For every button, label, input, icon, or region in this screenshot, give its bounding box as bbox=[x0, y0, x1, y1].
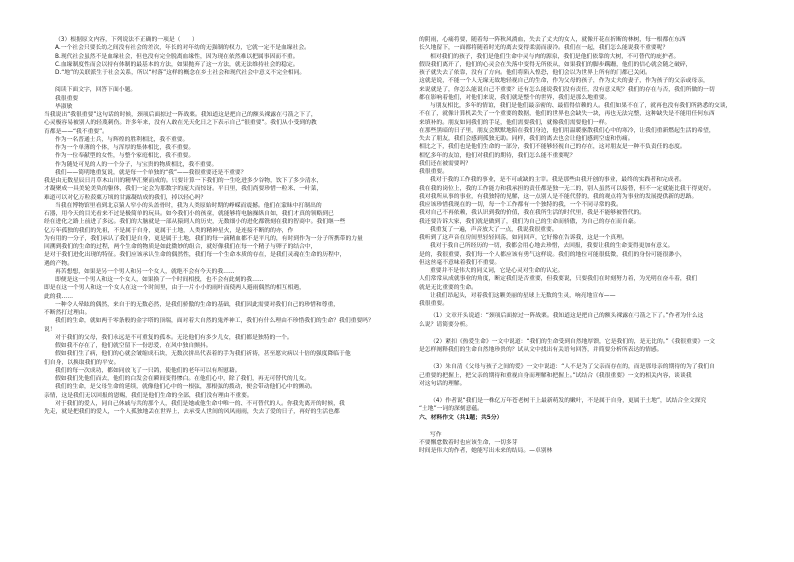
text-line: 再苦想想，如果是另一个男人和另一个女人，就绝不会有今天的我…… bbox=[55, 268, 235, 275]
text-line: 我们——简明地重复说，就是每一个单独的“我”——我很重要还是不重要？ bbox=[55, 169, 247, 176]
text-line: 当我说出“我很重要”这句话的时候，颈项后面掠过一阵战栗。我知道这是把自己的额头裸露在弓箭之下了， bbox=[44, 112, 317, 118]
text-line: 我们还在被需要吗？ bbox=[419, 160, 472, 167]
text-line: 回溯到我们的生命的过程，两个生命的物质是如此微妙的组合，就好像我们在每一个精子与卵子的结合中， bbox=[44, 244, 317, 250]
paragraph-spacer bbox=[419, 388, 775, 397]
paragraph-spacer bbox=[419, 329, 775, 338]
text-line: 说！ bbox=[44, 326, 56, 333]
text-line: 人们常常从成就事业的角度，断定我们是否重要，但我要说，只要我们在时刻努力着，为光明在奋斗着，我们 bbox=[419, 276, 698, 283]
text-line: 亲情，这是我们无以回报的恩赐，我们是他们生命的全部，我们没有理由不重要。 bbox=[44, 392, 253, 399]
text-line: 我应该珍惜我现在的一切，每一个工作都有一个独特的我，一个不同寻常的我。 bbox=[419, 202, 622, 208]
text-line: 育都是——“我不重要”。 bbox=[44, 128, 108, 135]
text-line: 作为随处可见的人的一个分子，与宝贵的物质相比，我不重要。 bbox=[55, 161, 218, 168]
text-line: 我是由无数星辰日月草木山川的精华汇聚而成的。只要计算一下我们的一生吃进多少谷物，饮下了多少清水， bbox=[44, 178, 323, 184]
text-line: 就是无比重要的生命。 bbox=[419, 284, 477, 291]
text-line: 我们的每一次成功，都如同放飞了一只鸽，使他们的老年可以有所慰藉。 bbox=[55, 367, 241, 374]
text-line: 在那些黑暗的日子里，朋友会默默地陪在我们身边，他们用温暖驱散我们心中的寒冷，让我们重新燃起生活的希望， bbox=[419, 127, 715, 134]
text-line: 是对于我们进化出现的特征。我们应该承认生命的偶然性，我们每一个生命本质的存在，是我们灵魂在生命的历程中， bbox=[44, 252, 346, 259]
text-line: 亿万年孤独的我们的先祖，不是属于自身，更属于土地，人类的精神星火，是连接不断的的亦，作 bbox=[44, 227, 294, 234]
text-line: 心灵极容易被别人的轻蔑刺伤。许多年来，没有人敢在光天化日之下表示自己“很重要”。我们从小受到的教 bbox=[44, 120, 317, 127]
text-line: 一种令人晕眩的偶然，来自于的无数必然，是我们骄傲的生命的基础，我们因此需要对我们自己的珍惜和尊重， bbox=[55, 301, 340, 308]
text-line: 即是在这一个男人和这一个女人在这一个时间里，由于一片小小的雨叶而使两人避雨偶然的相互相遇， bbox=[44, 285, 305, 292]
text-line: 相忆多年的友谊，他们对我们的期待，我们怎么能不重要呢？ bbox=[419, 152, 576, 159]
text-line: 让我们昂起头，对着我们这颗美丽的星球上无数的生灵，响亮地宣布—— bbox=[430, 292, 616, 299]
text-line: 们自身，以换取我们的平安。 bbox=[44, 359, 120, 366]
text-line: 我们的生命，就如两千零条般的金字塔的顶端，面对着大自然的鬼斧神工，我们有什么理由不珍惜我们的生命？我们重要吗？ bbox=[55, 318, 374, 325]
text-line: 我对我所从事的事业，有我独特的见解，这一点别人是不能代替的，我的观点将为事业的发展提供新的思路。 bbox=[419, 193, 698, 200]
paragraph-spacer bbox=[44, 77, 400, 86]
text-line: （1）文章开头说道：“颈项后面掠过一阵战栗。我知道这是把自己的额头裸露在弓箭之下了。”作者为什么这 bbox=[430, 313, 704, 320]
text-line: 作为一个单薄的个体，与浑厚的集体相比，我不重要。 bbox=[55, 145, 195, 151]
text-line: 石器，用今天的目光看来不过是极简单的玩具。如今我们小的孩童，就能够将电脑操纵自如，我们才真的领略到已 bbox=[44, 211, 334, 217]
text-line: 我听到了这声音在房间里轻轻回荡，如同回声，它好像在告诉我，这是一个真理。 bbox=[419, 235, 628, 241]
text-line: （2）紧扣《热爱生命》一文中说道：“我们的生命受到自然地厚馈，它是我们的，是无比的。”《我很重要》一文 bbox=[430, 338, 716, 345]
text-line: “土地”一词的深刻意蕴。 bbox=[419, 406, 483, 413]
text-line: 的阴雨，心痛将要，随着每一阵秋风淌血，失去了丈夫的女人，就像开花在折断的林树，每一根都在东西 bbox=[419, 37, 686, 43]
right-column bbox=[419, 36, 775, 456]
text-line: 孩子就失去了依靠，没有了方向。他们将陷入惶恐，他们会以为世界上所有的门都已关闭。 bbox=[419, 70, 651, 76]
text-line: 当我在博物馆里看到北京猿人窄小的头盖骨时，我为人类原始时期的峥嵘而震撼。他们在蒙昧中打制出的 bbox=[55, 202, 322, 209]
text-line: 己重要的把握上，把父亲的期待和重视自身而理解和把握上。”试结合《我很重要》一文的相关内容，谈谈我 bbox=[419, 372, 692, 379]
text-line: 先走，就是把我们的爱人，一个人孤独地丢在世界上，去承受人世间的风风雨雨，失去了爱的日子，再好的生活也都 bbox=[44, 409, 340, 415]
text-line: 我对自己不再依赖，我认识到我的价值，我在我所生活的时代里，我是不能够被替代的。 bbox=[419, 210, 646, 217]
text-line: 我们的生命，是父母生命的延续，就像他们心中的一根弦，那根弦的拨动，便会带动他们心中的颤动。 bbox=[55, 384, 316, 391]
text-line: 我在我的岗位上，我的工作能力和我承担的责任都是独一无二的，别人虽然可以接替，但不一定就能比我干得更好。 bbox=[419, 185, 715, 192]
text-line: （3）朱自清《父母与孩子之间的爱》一文中说道：“人不是为了父亲而存在的，而是那母亲的期待的为了我们自 bbox=[430, 364, 715, 371]
text-line: C.血缘制度性而会以持有体制的最基本的方法，如果抛弃了这一方法，就无法维持社会的稳定。 bbox=[55, 61, 299, 68]
text-line: 是怎样阐释我们的生命自然地珍贵的？试从文中找出有关语句回答，并简要分析所表达的情感。 bbox=[419, 347, 663, 353]
text-line: B.现代社会虽然不是血缘社会，但也没有完全脱离血缘性，因为现在依然难以把属事因而不重。 bbox=[55, 53, 299, 60]
text-line: 相对我们的孩子，我们是他们生命中灵与肉的源泉，我们是他们依靠的大树，不可替代的庇护者。 bbox=[430, 53, 680, 60]
text-line: 遇的产物。 bbox=[44, 260, 73, 267]
text-line: 此的我…… bbox=[44, 293, 73, 300]
text-line: 作为一名普通士兵，与辉煌的胜利相比，我不重要。 bbox=[55, 136, 189, 143]
text-line: 假如我们先他们而去，他们的白发会在瞬间变得惨白。在他们心中，除了我们，再无可替代的儿女。 bbox=[55, 376, 311, 382]
text-line: 重要并不是伟大的同义词，它是心灵对生命的认定。 bbox=[430, 268, 564, 274]
text-line: 时间是伟大的作者，她能写出未来的结局。—卓别林 bbox=[419, 448, 553, 455]
text-line: 写作 bbox=[430, 431, 442, 438]
text-line: 与朋友相比，多年的情谊，我们是他们最亲密的、最值得信赖的人。我们如果不在了，就再也没有我们所熟悉的交谈， bbox=[430, 103, 732, 109]
text-line: 相比之下，我们也是他们生命的一部分，我们不能够轻视自己的存在，这对朋友是一种不负责任的态度。 bbox=[419, 144, 686, 151]
text-line: 才凝聚成一具美轮美奂的躯体，我们一定会为那数字的庞大而惊讶。平日里，我们尚要珍惜一粒米、一叶菜， bbox=[44, 186, 323, 193]
text-line: 我很重要 bbox=[55, 95, 79, 102]
text-line: 难道可以对亿万粒菽粟万顷的甘露凝结成的我们，掉以轻心吗？ bbox=[44, 194, 207, 201]
text-line: 经在进化之路上前进了多远。我们的大脑就是一部从猿到人的历史，无数细小的进化都镌刻在我的智商中。我们继一些 bbox=[44, 219, 346, 226]
text-line: 我很重要。 bbox=[419, 301, 448, 307]
text-line: 即便是这一个男人和这一个女人，如果换了一个时间相授，也不会有此刻的我…… bbox=[55, 277, 264, 283]
text-line: 假如我们生了病，他们的心就会皱缩成石块，无数次拼出代表着的手为我们祈祷，甚至愿灾病以十倍的强度降临于他 bbox=[55, 351, 351, 358]
text-line: 这就是说，不能一个人无缘无故地轻视自己的生命，作为父母的孩子，作为丈夫的妻子，作为孩子的父亲或母亲， bbox=[419, 78, 709, 85]
text-line: （3）根据原文内容，下列说法不正确的一项是（ ） bbox=[55, 37, 198, 43]
text-line: 么说？请简要分析。 bbox=[419, 321, 472, 328]
text-line: 我对于我自己所经历的一切，我都会用心地去珍惜，去回报，我要让我的生命变得更加有意义。 bbox=[430, 243, 674, 250]
text-line: 失去了朋友，我们会感到孤独无助。同样，我们的离去也会让他们感到空虚和伤痛。 bbox=[419, 136, 634, 142]
text-line: 我对于我的工作我的事业，是不可或缺的主宰。我是那些由我开创的事业，最终的实践者和完成者。 bbox=[430, 177, 686, 184]
text-line: 是的，我很重要，我们每一个人都应该有勇气这样说。我们的地位可能很低微，我们的身份可能很渺小， bbox=[419, 251, 686, 258]
section-heading: 六、材料作文（共1题；共5分） bbox=[419, 414, 503, 421]
text-line: 都在影响着他们，对他们来说，我们就是整个的世界，我们是那么地重要。 bbox=[419, 94, 611, 101]
text-line: 为有用的一分子，我们承认了我们是自身，更是属于土地，我们的每一滴精血都不是平凡的，有时到作为一分子所携带的力量 bbox=[44, 235, 363, 242]
text-line: 我还要告诉大家，我们就是做到了，我们为自己的生命而骄傲，为自己的存在而自豪。 bbox=[419, 218, 640, 225]
text-line: 不要懈怠数着时也应该生命，一切多芽 bbox=[419, 440, 518, 446]
text-line: 对于我们的爱人，同自己休戚与共的那个人，我们是她或他生命中唯一的、不可替代的人。你我先离开的时候，我 bbox=[55, 400, 345, 407]
text-line: 但这丝毫不意味着我们不重要。 bbox=[419, 259, 501, 266]
text-line: （4）作者说“我们是一株亿万年苍老树干上最新萌发的嫩叶，不是属于自身，更属于土地”，试结合全文探究 bbox=[430, 398, 707, 404]
text-line: 假设我们离开了，他们的心灵会在失落中变得无所依从，如果我们的脚步蹒跚，他们的信心就会随之破碎， bbox=[419, 61, 692, 68]
text-line: 长久地留下，一面都将随着时光的离去变得柔弱而凄冷。我们在一起，我们怎么能说我不重要呢？ bbox=[419, 45, 669, 52]
left-column bbox=[44, 36, 400, 416]
text-line: 我重复了一遍，声音放大了一点，我说我很重要。 bbox=[430, 226, 558, 233]
text-line: 毕淑敏 bbox=[55, 103, 73, 110]
text-line: 阅读下面文字，回答下面小题。 bbox=[55, 87, 137, 94]
text-line: 不断然打过理由。 bbox=[44, 310, 91, 316]
text-line: 作为一位奉献型的女性，与整个家庭相比，我不重要。 bbox=[55, 153, 195, 160]
text-line: A.一个社会只要长幼之间没有社会的差次，年长的对年幼的无强制的权力，它就一定不是血缘社会。 bbox=[55, 45, 310, 52]
paragraph-spacer bbox=[419, 422, 775, 431]
paragraph-spacer bbox=[419, 354, 775, 363]
text-line: 假如我不存在了，他们就空留下一份思爱，在风中独自颤抖。 bbox=[55, 343, 212, 349]
text-line: 不在了，就像计算机丢失了一个重要的数据，他们的世界也会缺失一块，再也无法完整，这种缺失是不能用任何东西 bbox=[419, 111, 715, 118]
text-line: 对于我们的父母，我们永远是不可重复的孤本。无论他们有多少儿女，我们都是独特的一个。 bbox=[55, 334, 293, 341]
text-line: 我很重要。 bbox=[419, 169, 448, 175]
text-line: 来填补的。朋友如同我们的手足，他们需要我们，就像我们需要他们一样。 bbox=[419, 119, 611, 126]
text-line: 来说就是了，你怎么能说自己不重要？还有怎么能说我们没有责任，没有意义呢？我们的存在与否，我们所做的一切 bbox=[419, 86, 715, 93]
text-line: 对这句话的理解。 bbox=[419, 380, 466, 387]
text-line: D.“地”的关联派生于社会关系，所以“村落”这样的概念在乡土社会和现代社会中意义不完全相同。 bbox=[55, 70, 306, 76]
